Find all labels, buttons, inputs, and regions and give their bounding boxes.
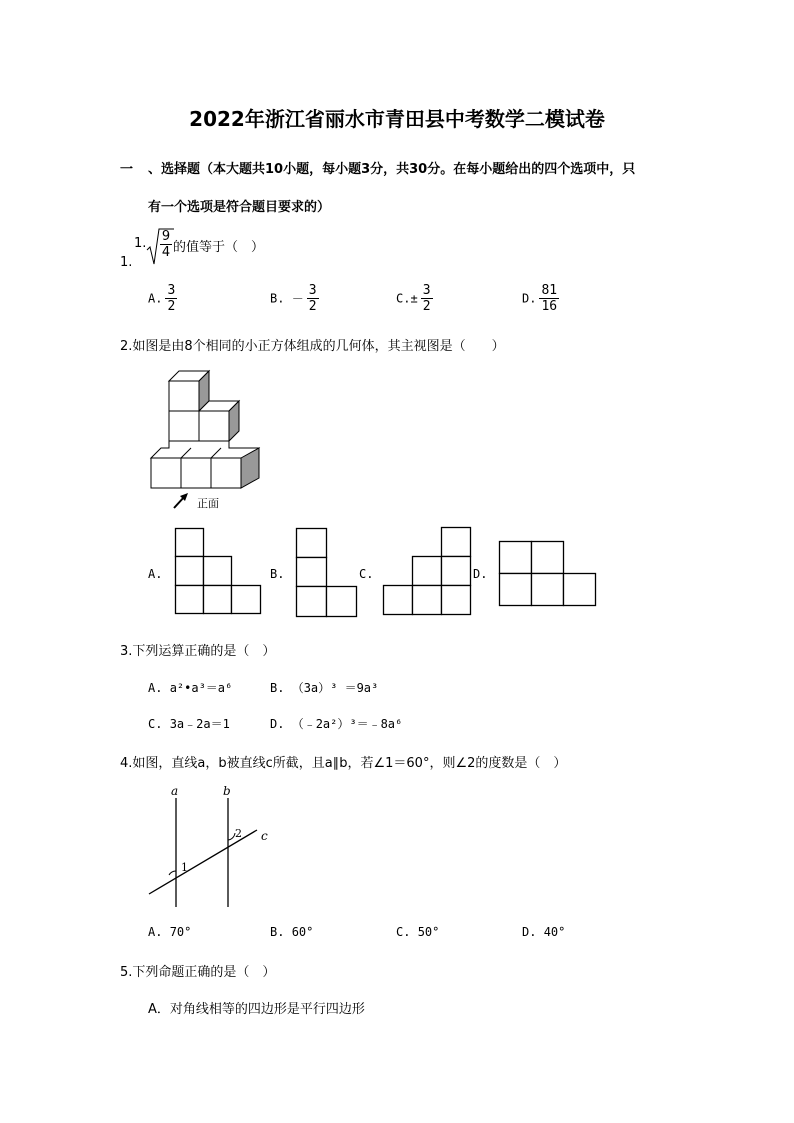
- option-text: a²•a³＝a⁶: [169, 681, 233, 695]
- q4-option-a: [148, 925, 191, 939]
- q1-label: 1.: [134, 236, 147, 251]
- q1-option-d-letter: D.: [522, 291, 537, 306]
- q2-option-c-letter: C.: [359, 567, 374, 581]
- front-label: 正面: [197, 497, 219, 510]
- q2-option-b-figure: [296, 528, 358, 618]
- q3-option-a: [148, 679, 232, 696]
- option-text: （﹣2a²）³＝﹣8a⁶: [291, 717, 403, 731]
- option-letter: D.: [522, 925, 537, 939]
- page-title: 2022年浙江省丽水市青田县中考数学二模试卷: [189, 107, 605, 131]
- q4-option-d: [522, 925, 565, 939]
- option-letter: A.: [148, 925, 163, 939]
- fraction-denominator: 2: [167, 299, 176, 314]
- option-text: 60°: [291, 925, 314, 939]
- option-text: 3a﹣2a＝1: [169, 717, 230, 731]
- q1-option-a-letter: A.: [148, 291, 163, 306]
- q2-option-a-figure: [175, 528, 261, 614]
- q2-option-d-letter: D.: [473, 567, 488, 581]
- fraction-numerator: 3: [422, 283, 431, 298]
- q2-option-b-letter: B.: [270, 567, 285, 581]
- option-letter: C.: [396, 925, 411, 939]
- option-text: （3a）³ ＝9a³: [291, 681, 379, 695]
- section-heading-line1: 、选择题（本大题共10小题，每小题3分，共30分。在每小题给出的四个选项中，只: [148, 162, 636, 177]
- q1-option-c: [396, 283, 433, 314]
- q1-option-b-sign: －: [291, 292, 304, 306]
- q1-option-d: [522, 283, 559, 314]
- q1-option-c-sign: ±: [410, 291, 418, 306]
- q1-option-a: [148, 283, 177, 314]
- cube-solid-figure: [148, 368, 268, 488]
- line-a-label: a: [171, 784, 179, 798]
- option-letter: B.: [270, 925, 285, 939]
- option-text: 40°: [543, 925, 566, 939]
- q3-option-b: [270, 679, 378, 696]
- parallel-lines-figure: [145, 782, 285, 912]
- q1-option-a-fraction: [165, 283, 177, 314]
- q1-option-c-fraction: [421, 283, 433, 314]
- q1-radicand-numerator: 9: [161, 229, 171, 244]
- option-letter: B.: [270, 681, 285, 695]
- section-number: 一: [120, 162, 134, 177]
- q5-stem: 5.下列命题正确的是（ ）: [120, 965, 276, 980]
- fraction-numerator: 3: [167, 283, 176, 298]
- fraction-numerator: 3: [308, 283, 317, 298]
- q1-option-d-fraction: [539, 283, 559, 314]
- q1-option-b: [270, 283, 319, 314]
- option-letter: D.: [270, 717, 285, 731]
- q3-stem: 3.下列运算正确的是（ ）: [120, 644, 276, 659]
- fraction-denominator: 2: [422, 299, 431, 314]
- q2-stem: 2.如图是由8个相同的小正方体组成的几何体，其主视图是（ ）: [120, 339, 505, 354]
- q3-option-d: [270, 715, 402, 732]
- line-b-label: b: [223, 784, 231, 798]
- option-letter: C.: [148, 717, 163, 731]
- q4-stem: 4.如图，直线a，b被直线c所截，且a∥b，若∠1＝60°，则∠2的度数是（ ）: [120, 756, 567, 771]
- q3-option-c: [148, 715, 230, 732]
- q2-option-c-figure: [383, 527, 473, 617]
- q2-option-a-letter: A.: [148, 567, 163, 581]
- q1-radical-fraction: [160, 229, 172, 260]
- option-letter: A.: [148, 681, 163, 695]
- angle-1-label: 1: [181, 861, 188, 874]
- q1-label-secondary: 1.: [120, 255, 133, 270]
- q1-option-b-fraction: [307, 283, 319, 314]
- fraction-denominator: 2: [308, 299, 317, 314]
- arrow-icon: [172, 492, 192, 510]
- fraction-numerator: 81: [541, 283, 558, 298]
- q4-option-c: [396, 925, 439, 939]
- q1-option-b-letter: B.: [270, 291, 285, 306]
- option-text: 50°: [417, 925, 440, 939]
- line-c-label: c: [261, 829, 268, 843]
- angle-2-label: 2: [235, 827, 242, 840]
- q5-option-a: A．对角线相等的四边形是平行四边形: [148, 1002, 365, 1017]
- option-text: 70°: [169, 925, 192, 939]
- q1-option-c-letter: C.: [396, 291, 411, 306]
- q1-stem: 的值等于（ ）: [173, 240, 265, 255]
- q4-option-b: [270, 925, 313, 939]
- fraction-denominator: 16: [541, 299, 558, 314]
- section-heading-line2: 有一个选项是符合题目要求的）: [148, 200, 331, 215]
- q1-radicand-denominator: 4: [161, 245, 171, 260]
- q2-option-d-figure: [499, 541, 597, 607]
